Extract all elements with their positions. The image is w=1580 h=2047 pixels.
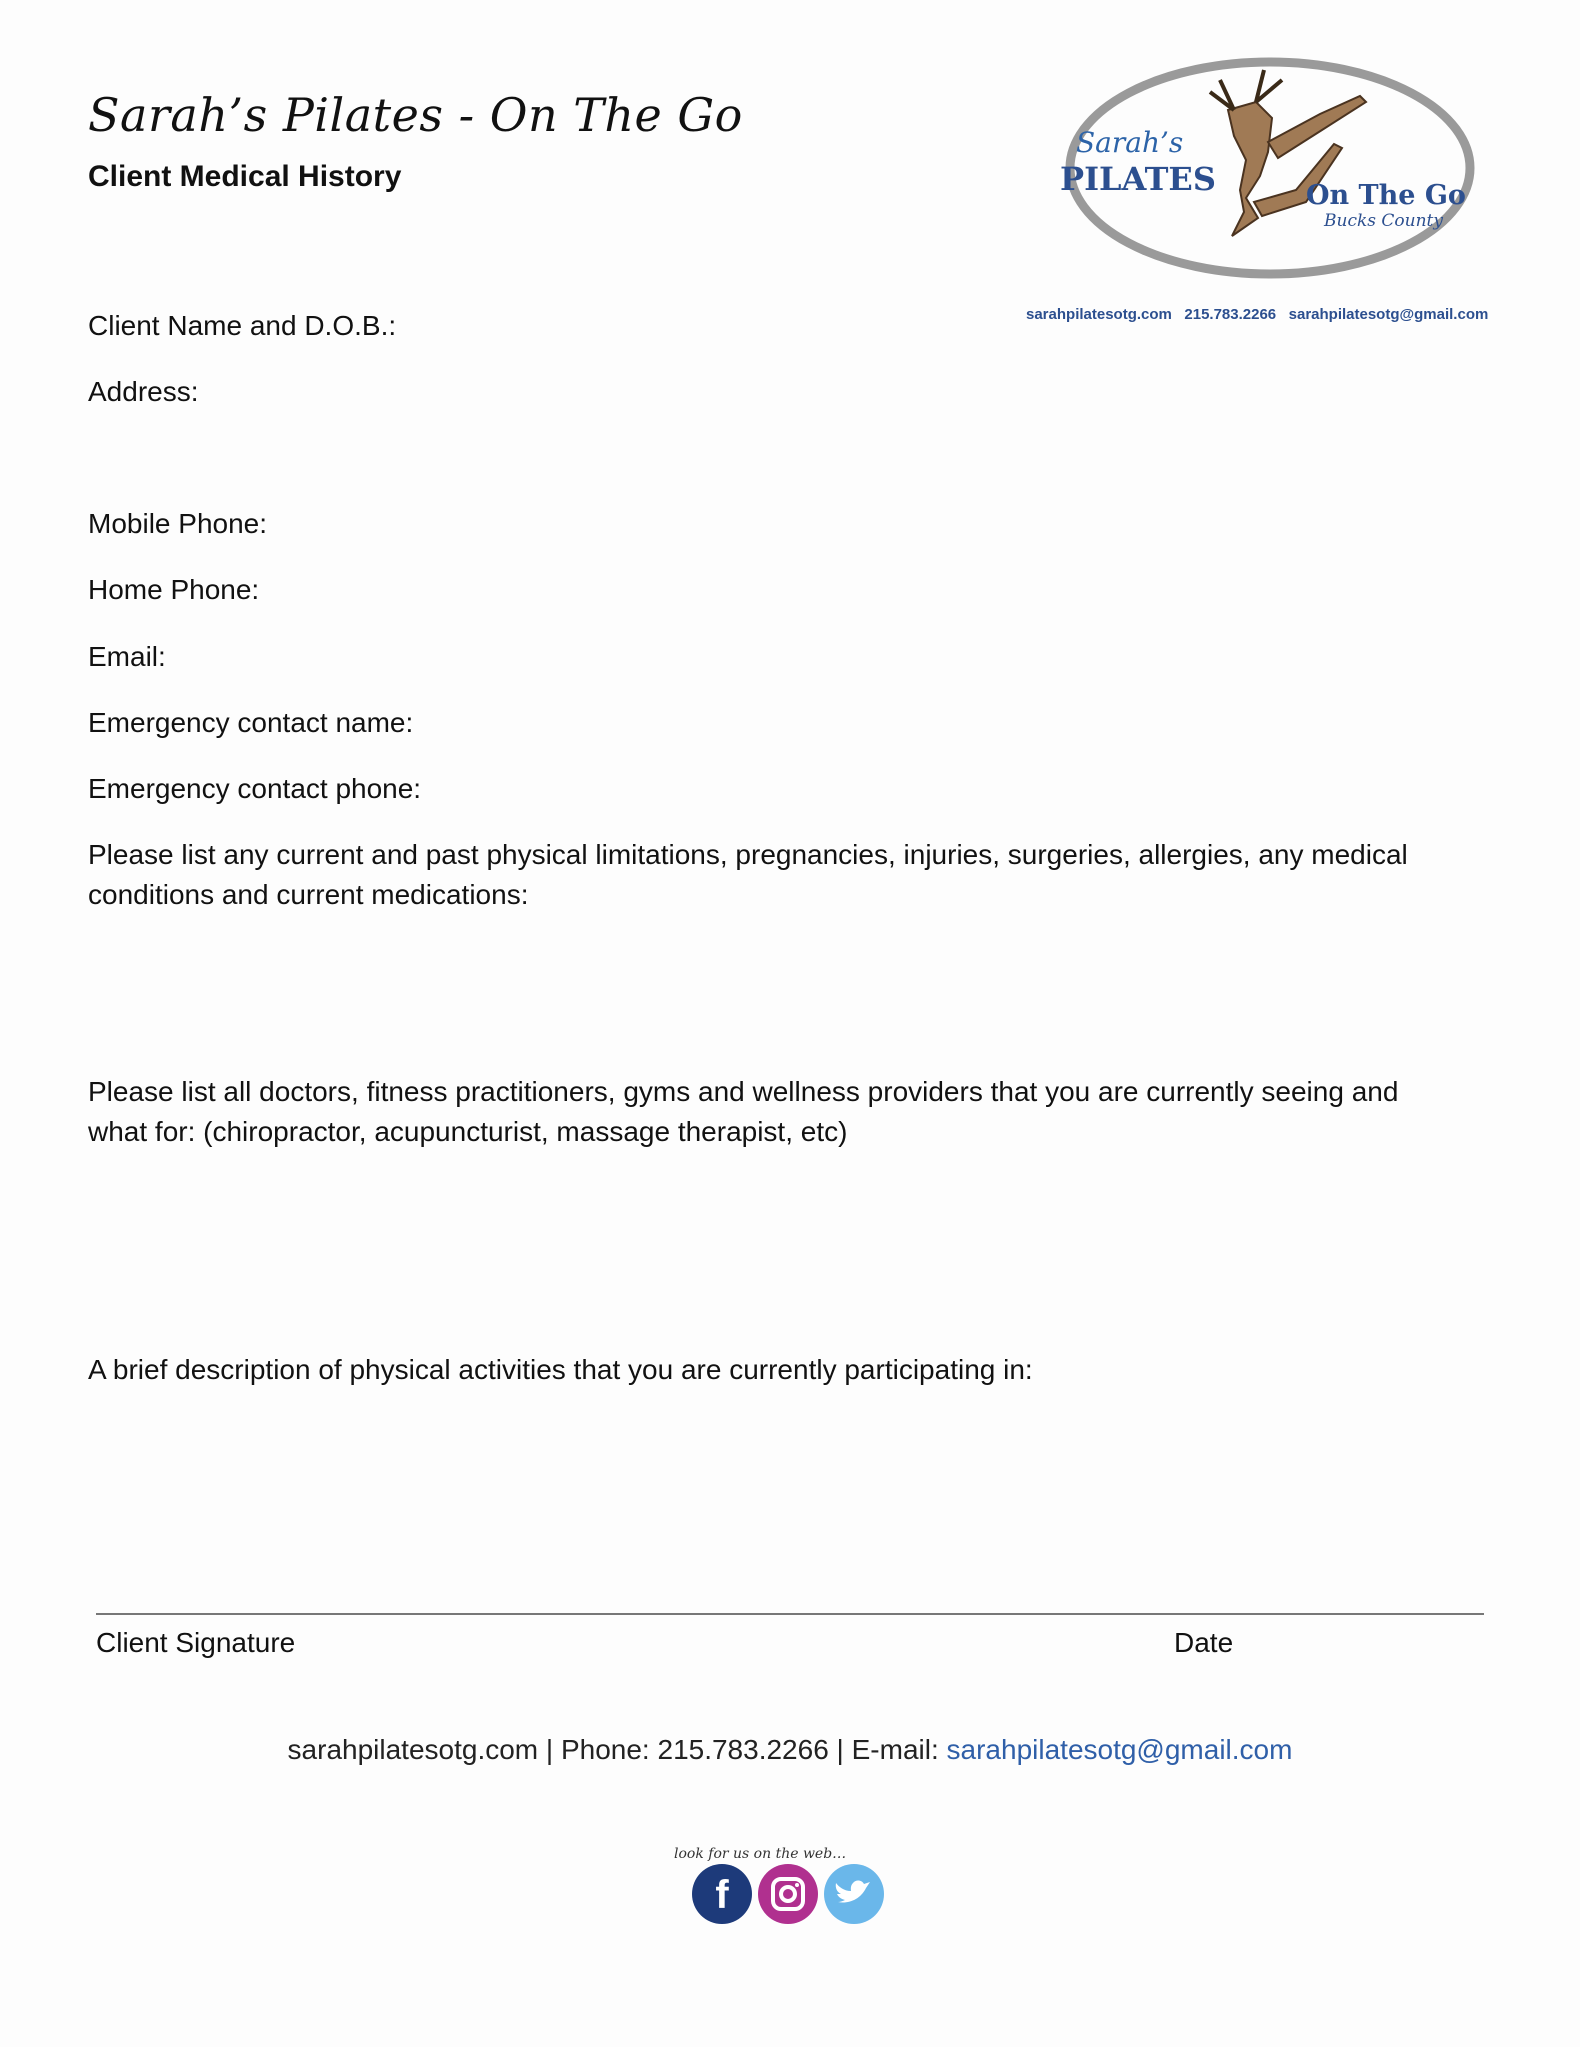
footer-contact [0, 1734, 1580, 1766]
logo-region-text: Bucks County [1324, 211, 1443, 231]
field-emergency-name-label: Emergency contact name: [88, 707, 414, 738]
logo-main-text: PILATES [1060, 160, 1216, 198]
footer-email-label: E-mail: [851, 1734, 947, 1765]
instagram-icon[interactable] [758, 1864, 818, 1924]
date-label: Date [1174, 1627, 1234, 1658]
signature-line [96, 1613, 1484, 1615]
field-name-dob-label: Client Name and D.O.B.: [88, 310, 397, 341]
svg-text:f: f [715, 1873, 729, 1917]
footer-email-link[interactable]: sarahpilatesotg@gmail.com [946, 1734, 1293, 1765]
field-emergency-phone-label: Emergency contact phone: [88, 773, 422, 804]
logo-contact-line: sarahpilatesotg.com 215.783.2266 sarahpilatesotg@gmail.com [1026, 306, 1489, 323]
logo [1020, 40, 1490, 340]
field-mobile-phone-label: Mobile Phone: [88, 508, 268, 539]
question-providers [88, 1072, 1488, 1152]
field-home-phone-label: Home Phone: [88, 574, 260, 605]
footer-phone: Phone: 215.783.2266 [560, 1734, 829, 1765]
question-medical [88, 835, 1488, 915]
form-title: Client Medical History [88, 160, 402, 193]
social-caption: look for us on the web… [674, 1846, 847, 1862]
question-activities: A brief description of physical activities that you are currently participating in: [88, 1354, 1033, 1385]
question-providers-line2: what for: (chiropractor, acupuncturist, massage therapist, etc) [88, 1116, 848, 1147]
facebook-icon[interactable] [692, 1864, 752, 1924]
field-address-label: Address: [88, 376, 199, 407]
question-medical-line1: Please list any current and past physical limitations, pregnancies, injuries, surgeries, allergies, any medical [88, 839, 1408, 870]
question-medical-line2: conditions and current medications: [88, 879, 529, 910]
social-icons [668, 1846, 908, 1926]
brand-title: Sarah’s Pilates - On The Go [88, 88, 743, 142]
twitter-icon[interactable] [824, 1864, 884, 1924]
client-signature-label: Client Signature [96, 1627, 296, 1658]
footer-website[interactable]: sarahpilatesotg.com [287, 1734, 539, 1765]
footer-separator: | [538, 1734, 561, 1765]
logo-top-text: Sarah’s [1076, 126, 1184, 159]
field-email-label: Email: [88, 641, 166, 672]
logo-right-text: On The Go [1306, 180, 1466, 211]
footer-separator: | [828, 1734, 852, 1765]
question-providers-line1: Please list all doctors, fitness practitioners, gyms and wellness providers that you are currently seeing and [88, 1076, 1399, 1107]
